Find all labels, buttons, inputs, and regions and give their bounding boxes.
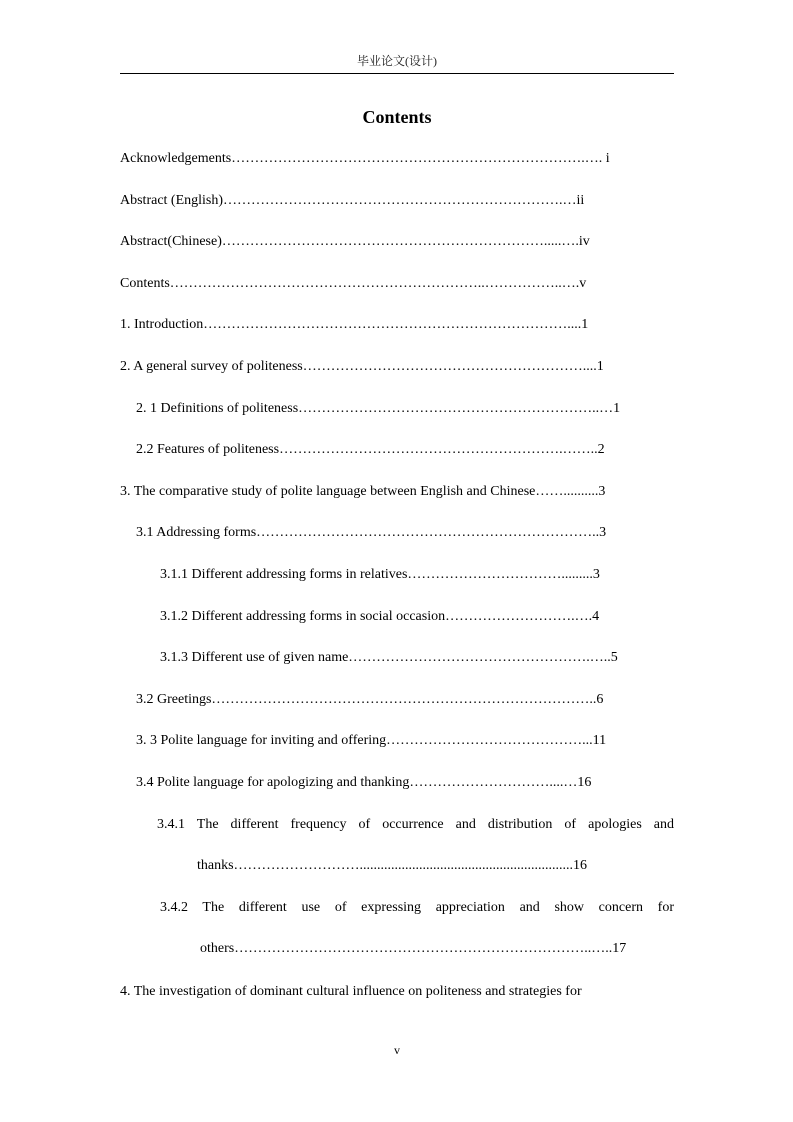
running-header: 毕业论文(设计) — [357, 54, 437, 68]
toc-entry-general-survey: 2. A general survey of politeness……………………………………………………....1 — [120, 359, 604, 374]
toc-entry-given-name: 3.1.3 Different use of given name…………………………………………….…..5 — [160, 650, 618, 665]
toc-entry-investigation: 4. The investigation of dominant cultural influence on politeness and strategies for — [120, 984, 582, 999]
toc-entry-appreciation-line2: others…………………………………………………………………..…..17 — [200, 941, 627, 956]
toc-entry-relatives: 3.1.1 Different addressing forms in relatives…………………………….........3 — [160, 567, 600, 582]
contents-title: Contents — [362, 107, 432, 127]
page-number: v — [394, 1043, 400, 1057]
toc-entry-abstract-chinese: Abstract(Chinese)…………………………………………………………….....….iv — [120, 234, 590, 249]
toc-entry-features: 2.2 Features of politeness…………………………………………………….……..2 — [136, 442, 605, 457]
toc-entry-comparative-study: 3. The comparative study of polite language between English and Chinese……..........3 — [120, 484, 606, 499]
toc-entry-contents: Contents…………………………………………………………..……………..….v — [120, 276, 587, 291]
toc-entry-introduction: 1. Introduction……………………………………………………………………....1 — [120, 317, 589, 332]
toc-entry-acknowledgements: Acknowledgements………………………………………………………………….…. i — [120, 151, 610, 166]
toc-entry-definitions: 2. 1 Definitions of politeness………………………………………………………..…1 — [136, 401, 621, 416]
toc-entry-inviting-offering: 3. 3 Polite language for inviting and offering……………………………………...11 — [136, 733, 607, 748]
toc-entry-greetings: 3.2 Greetings………………………………………………………………………..6 — [136, 692, 604, 707]
toc-entry-addressing-forms: 3.1 Addressing forms………………………………………………………………..3 — [136, 525, 607, 540]
toc-entry-frequency-line2: thanks……………………….............................................................16 — [197, 858, 588, 873]
toc-entry-social-occasion: 3.1.2 Different addressing forms in social occasion……………………….….4 — [160, 609, 600, 624]
toc-entry-frequency-line1: 3.4.1 The different frequency of occurrence and distribution of apologies and — [157, 817, 674, 832]
toc-entry-appreciation — [160, 898, 674, 960]
toc-entry-abstract-english: Abstract (English)……………………………………………………………….…ii — [120, 193, 585, 208]
toc-entry-frequency — [157, 815, 674, 877]
toc-entry-apologizing-thanking: 3.4 Polite language for apologizing and thanking…………………………....…16 — [136, 775, 592, 790]
toc-entry-appreciation-line1: 3.4.2 The different use of expressing appreciation and show concern for — [160, 900, 674, 915]
